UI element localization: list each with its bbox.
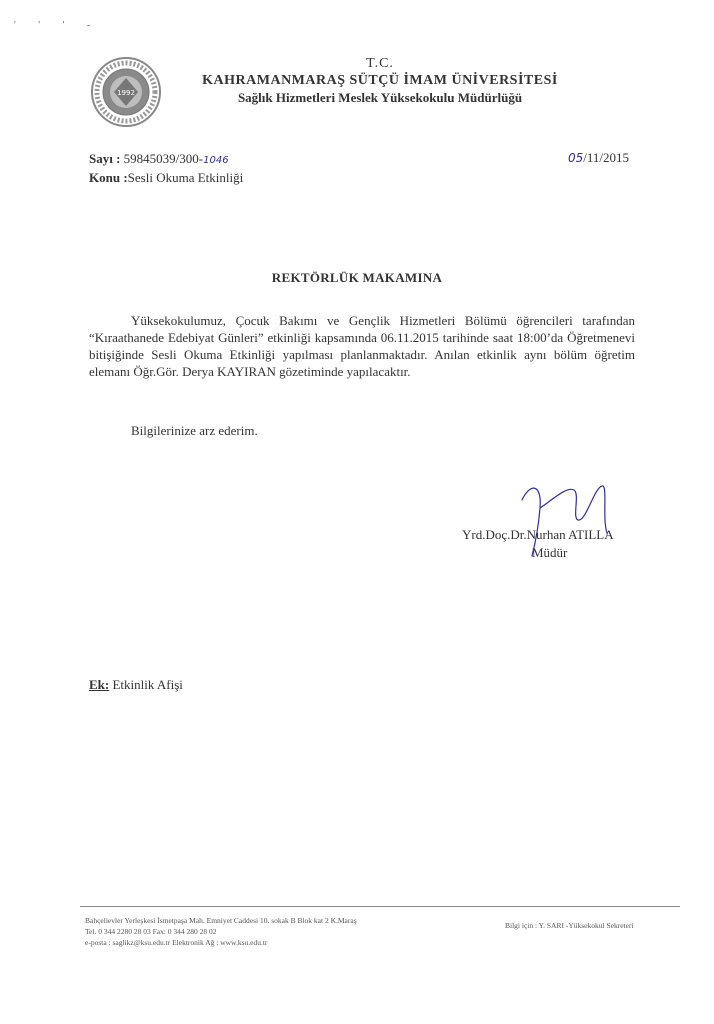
closing-line: Bilgilerinize arz ederim. — [131, 423, 258, 438]
signatory-title: Müdür — [532, 545, 568, 560]
reference-block — [89, 150, 243, 186]
seal-year: 1992 — [117, 89, 135, 97]
footer-web: e-posta : saglikz@ksu.edu.tr Elektronik Ağ : www.ksu.edu.tr — [85, 938, 268, 947]
footer-address: Bahçelievler Yerleşkesi İsmetpaşa Mah. Emniyet Caddesi 10. sokak B Blok kat 2 K.Maraş — [85, 916, 357, 925]
header-tc: T.C. — [366, 56, 394, 71]
header-department: Sağlık Hizmetleri Meslek Yüksekokulu Müdürlüğü — [237, 90, 523, 105]
footer-info: Bilgi için : Y. SARI -Yüksekokul Sekreteri — [505, 921, 634, 930]
addressee-title: REKTÖRLÜK MAKAMINA — [271, 270, 443, 285]
corner-marks: ' ' ' - — [14, 20, 101, 31]
konu-value: Sesli Okuma Etkinliği — [127, 170, 244, 185]
date-rest: /11/2015 — [583, 150, 630, 165]
date-handwritten-day: 05 — [568, 151, 584, 165]
signatory-name: Yrd.Doç.Dr.Nurhan ATILLA — [462, 527, 614, 542]
letter-body — [89, 312, 635, 380]
sayi-label: Sayı : — [89, 151, 121, 166]
konu-line — [89, 169, 243, 186]
sayi-value: 59845039/300- — [123, 151, 204, 166]
sayi-handwritten: 1046 — [203, 155, 229, 166]
attachment-value: Etkinlik Afişi — [112, 677, 183, 692]
sayi-line — [89, 150, 243, 169]
letterhead — [150, 56, 610, 106]
footer-divider — [80, 906, 680, 907]
footer-contact — [85, 915, 357, 948]
attachment-label: Ek: — [89, 677, 110, 692]
konu-label: Konu : — [89, 170, 128, 185]
attachment-line — [89, 677, 183, 693]
document-date — [568, 150, 629, 166]
footer-phone: Tel. 0 344 2280 28 03 Fax: 0 344 280 28 02 — [85, 927, 217, 936]
body-paragraph: Yüksekokulumuz, Çocuk Bakımı ve Gençlik Hizmetleri Bölümü öğrencileri tarafından “Kıraathanede Edebiyat Günleri” etkinliği kapsamında 06.11.2015 tarihinde saat 18:00’da Öğretmenevi bitişiğinde Sesli Okuma Etkinliği yapılması planlanmaktadır. Anılan etkinlik aynı bölüm öğretim elemanı Öğr.Gör. Derya KAYIRAN gözetiminde yapılacaktır. — [89, 313, 635, 379]
header-university: KAHRAMANMARAŞ SÜTÇÜ İMAM ÜNİVERSİTESİ — [202, 73, 558, 88]
